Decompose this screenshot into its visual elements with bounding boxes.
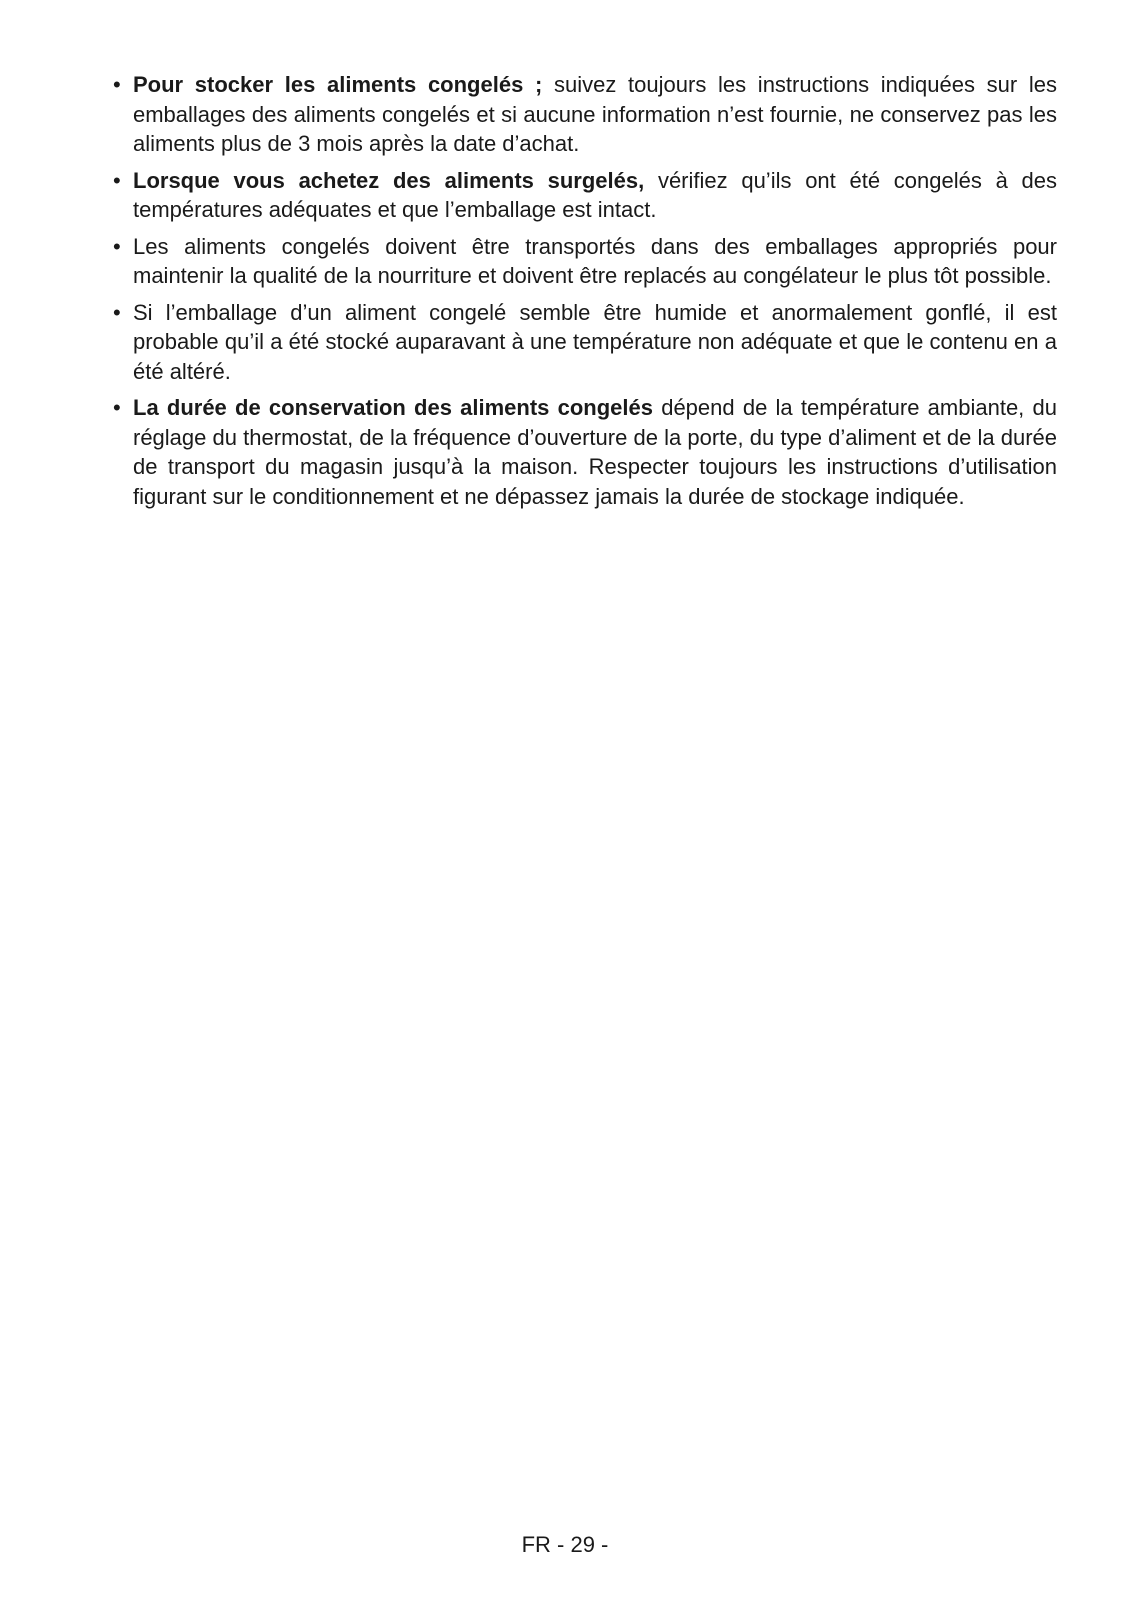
bullet-lead-text: Lorsque vous achetez des aliments surgelés, [133, 167, 645, 193]
page-body [113, 70, 1057, 518]
bullet-dot-icon: • [113, 233, 121, 259]
page-number: FR - 29 - [521, 1532, 609, 1557]
list-item [113, 298, 1057, 387]
bullet-dot-icon: • [113, 299, 121, 325]
bullet-dot-icon: • [113, 72, 121, 97]
bullet-body-text: vérifiez qu’ils ont été congelés à des températures adéquates et que l’emballage est intact. [133, 167, 1058, 222]
list-item [113, 70, 1057, 159]
bullet-body-text: suivez toujours les instructions indiquées sur les emballages des aliments congelés et si aucune information n’est fournie, ne conservez pas les aliments plus de 3 mois après la date d’achat. [133, 72, 1057, 156]
bullet-body-text: Les aliments congelés doivent être transportés dans des emballages appropriés pour maintenir la qualité de la nourriture et doivent être replacés au congélateur le plus tôt possible. [133, 233, 1057, 288]
list-item [113, 232, 1057, 291]
bullet-dot-icon: • [113, 395, 121, 420]
list-item [113, 393, 1057, 511]
bullet-list [113, 70, 1057, 511]
bullet-lead-text: La durée de conservation des aliments congelés [133, 395, 653, 420]
bullet-body-text: dépend de la température ambiante, du réglage du thermostat, de la fréquence d’ouverture de la porte, du type d’aliment et de la durée de transport du magasin jusqu’à la maison. Respecter toujours les instructions d’utilisation figurant sur le conditionnement et ne dépassez jamais la durée de stockage indiquée. [133, 395, 1057, 509]
bullet-dot-icon: • [113, 167, 121, 193]
bullet-lead-text: Pour stocker les aliments congelés ; [133, 72, 543, 97]
bullet-body-text: Si l’emballage d’un aliment congelé semble être humide et anormalement gonflé, il est probable qu’il a été stocké auparavant à une température non adéquate et que le contenu en a été altéré. [133, 299, 1057, 384]
list-item [113, 166, 1057, 225]
